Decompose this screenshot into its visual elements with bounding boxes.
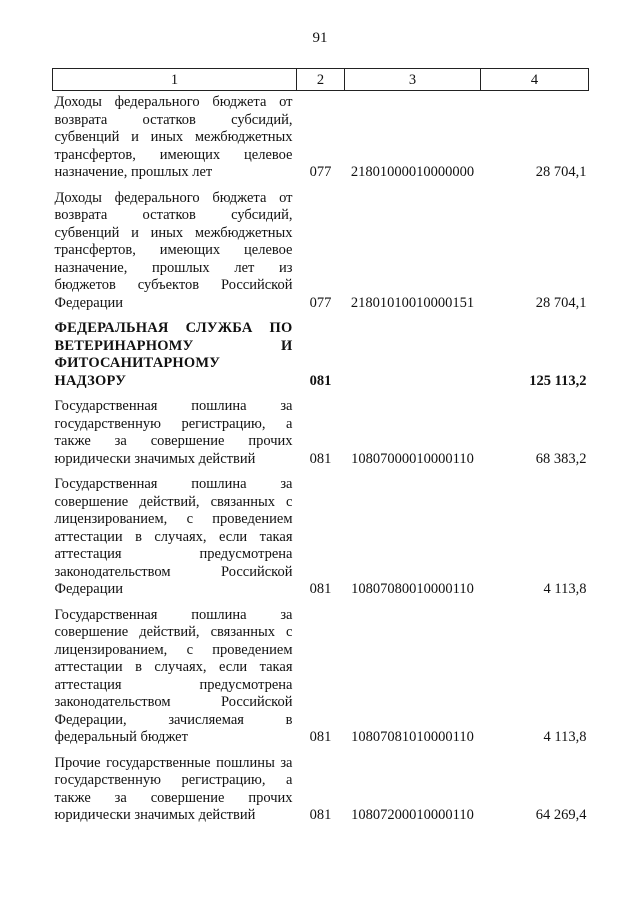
row-amount: 4 113,8 (543, 581, 587, 597)
row-admin-code: 081 (309, 372, 332, 389)
table-row (53, 398, 589, 476)
table-row (53, 190, 589, 321)
row-name: Государственная пошлина за совершение действий, связанных с лицензированием, с проведением аттестации в случаях, если такая аттестация предусмотрена законодательством Российской Федерации, зачисляемая в федеральный бюджет (54, 606, 293, 745)
row-amount: 28 704,1 (535, 164, 587, 180)
row-admin-code: 081 (309, 807, 332, 823)
table-row (53, 91, 589, 190)
table-body (53, 91, 589, 833)
header-row (53, 69, 589, 91)
row-amount: 68 383,2 (535, 450, 587, 467)
header-col-1: 1 (53, 69, 297, 91)
table-row (53, 755, 589, 833)
budget-table (52, 68, 589, 833)
header-col-2: 2 (297, 69, 345, 91)
row-name: Доходы федерального бюджета от возврата остатков субсидий, субвенций и иных межбюджетных трансфертов, имеющих целевое назначение, прошлых лет (54, 94, 293, 180)
row-kbk-code (345, 320, 481, 398)
row-amount: 28 704,1 (535, 294, 587, 311)
header-col-3: 3 (345, 69, 481, 91)
header-col-4: 4 (481, 69, 589, 91)
row-admin-code: 081 (309, 729, 332, 745)
row-admin-code: 077 (309, 294, 332, 311)
row-admin-code: 077 (309, 164, 332, 180)
row-kbk-code: 10807080010000110 (351, 581, 474, 597)
table-header (53, 69, 589, 91)
row-kbk-code: 10807081010000110 (351, 729, 474, 745)
row-name: Прочие государственные пошлины за государственную регистрацию, а также за совершение прочих юридически значимых действий (54, 754, 293, 823)
table-row (53, 476, 589, 607)
row-name: Государственная пошлина за совершение действий, связанных с лицензированием, с проведением аттестации в случаях, если такая аттестация предусмотрена законодательством Российской Федерации (54, 476, 293, 597)
row-kbk-code: 10807200010000110 (351, 807, 474, 823)
row-kbk-code: 10807000010000110 (351, 450, 474, 467)
row-amount: 4 113,8 (543, 729, 587, 745)
table-row (53, 607, 589, 755)
row-kbk-code: 21801000010000000 (350, 164, 475, 180)
page-number: 91 (312, 30, 328, 46)
row-kbk-code: 21801010010000151 (350, 294, 475, 311)
row-name: Государственная пошлина за государственную регистрацию, а также за совершение прочих юридически значимых действий (54, 398, 293, 467)
row-admin-code: 081 (309, 581, 332, 597)
row-amount: 64 269,4 (535, 807, 587, 823)
row-admin-code: 081 (309, 450, 332, 467)
row-name: ФЕДЕРАЛЬНАЯ СЛУЖБА ПО ВЕТЕРИНАРНОМУ И ФИТОСАНИТАРНОМУ НАДЗОРУ (54, 320, 293, 389)
row-name: Доходы федерального бюджета от возврата остатков субсидий, субвенций и иных межбюджетных трансфертов, имеющих целевое назначение, прошлых лет из бюджетов субъектов Российской Федерации (54, 189, 293, 311)
table-row (53, 320, 589, 398)
row-amount: 125 113,2 (529, 372, 587, 389)
